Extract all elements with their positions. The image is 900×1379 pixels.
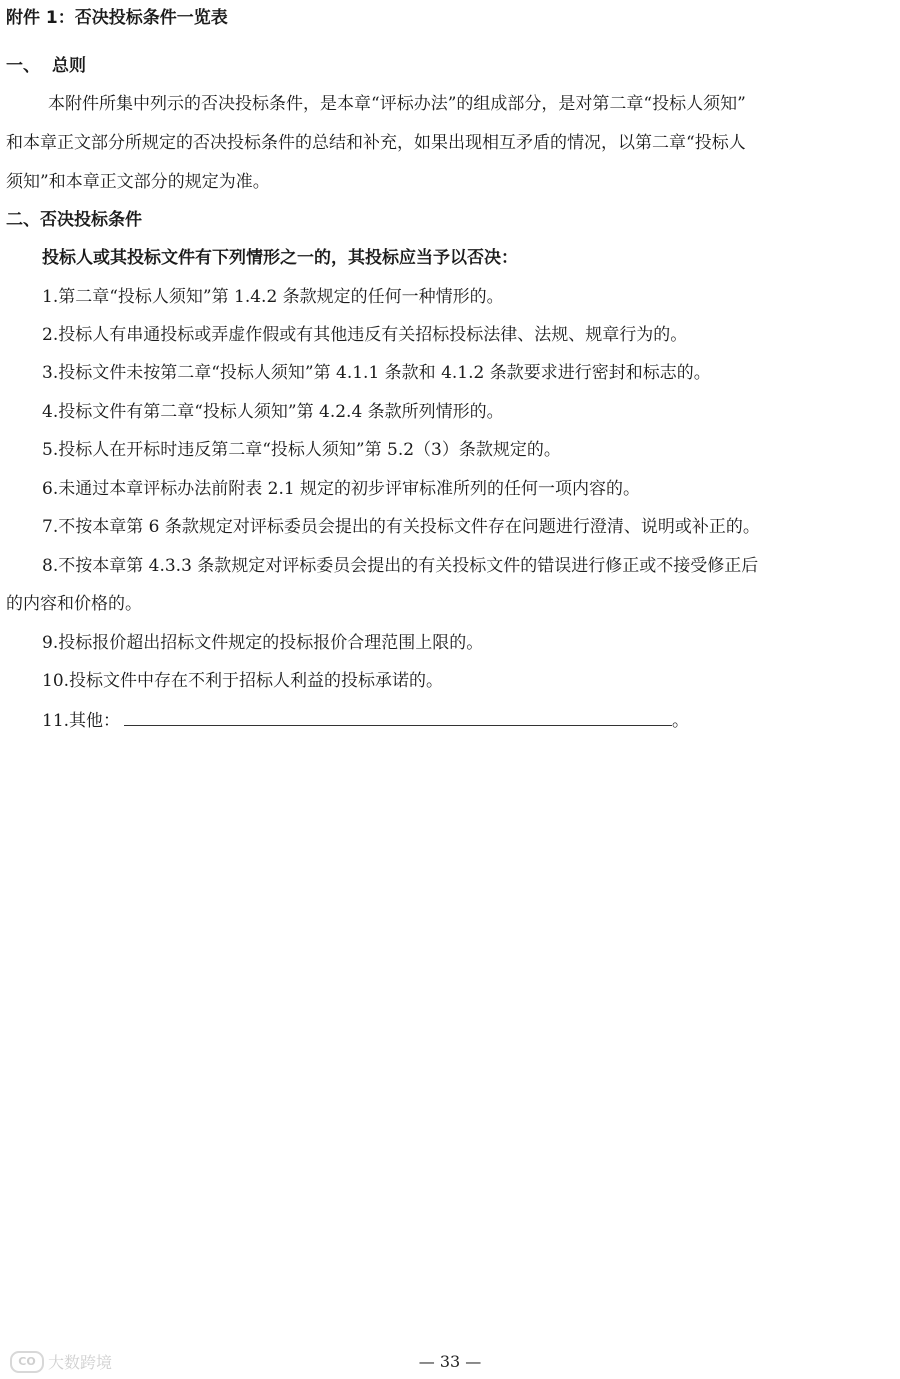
list-item: 5.投标人在开标时违反第二章“投标人须知”第 5.2（3）条款规定的。 — [42, 440, 561, 460]
paragraph-line: 和本章正文部分所规定的否决投标条件的总结和补充，如果出现相互矛盾的情况，以第二章“投标人 — [6, 133, 746, 153]
paragraph-line: 须知”和本章正文部分的规定为准。 — [6, 172, 270, 192]
fill-in-blank[interactable] — [124, 708, 672, 726]
list-item-other — [42, 708, 689, 733]
watermark-logo-icon: CO — [10, 1351, 44, 1373]
section-title: 总则 — [52, 56, 86, 76]
list-item: 2.投标人有串通投标或弄虚作假或有其他违反有关招标投标法律、法规、规章行为的。 — [42, 325, 688, 345]
list-item: 8.不按本章第 4.3.3 条款规定对评标委员会提出的有关投标文件的错误进行修正或不接受修正后 — [42, 556, 759, 576]
section-number: 一、 — [6, 56, 40, 76]
list-item: 6.未通过本章评标办法前附表 2.1 规定的初步评审标准所列的任何一项内容的。 — [42, 479, 641, 499]
rejection-lead: 投标人或其投标文件有下列情形之一的，其投标应当予以否决： — [42, 248, 518, 268]
page-number: — 33 — — [418, 1352, 482, 1371]
list-item: 9.投标报价超出招标文件规定的投标报价合理范围上限的。 — [42, 633, 484, 653]
list-item: 7.不按本章第 6 条款规定对评标委员会提出的有关投标文件存在问题进行澄清、说明或补正的。 — [42, 517, 760, 537]
paragraph-line: 本附件所集中列示的否决投标条件，是本章“评标办法”的组成部分，是对第二章“投标人须知” — [48, 94, 746, 114]
watermark-text: 大数跨境 — [48, 1353, 113, 1372]
other-label: 11.其他： — [42, 711, 121, 731]
watermark — [10, 1350, 112, 1373]
list-item-continuation: 的内容和价格的。 — [6, 594, 142, 614]
other-end: 。 — [672, 711, 690, 731]
document-title: 附件 1：否决投标条件一览表 — [6, 8, 228, 28]
list-item: 10.投标文件中存在不利于招标人利益的投标承诺的。 — [42, 671, 444, 691]
section-heading-rejection: 二、否决投标条件 — [6, 210, 142, 230]
list-item: 1.第二章“投标人须知”第 1.4.2 条款规定的任何一种情形的。 — [42, 287, 504, 307]
list-item: 3.投标文件未按第二章“投标人须知”第 4.1.1 条款和 4.1.2 条款要求进行密封和标志的。 — [42, 363, 711, 383]
section-heading-general — [6, 54, 86, 78]
list-item: 4.投标文件有第二章“投标人须知”第 4.2.4 条款所列情形的。 — [42, 402, 504, 422]
